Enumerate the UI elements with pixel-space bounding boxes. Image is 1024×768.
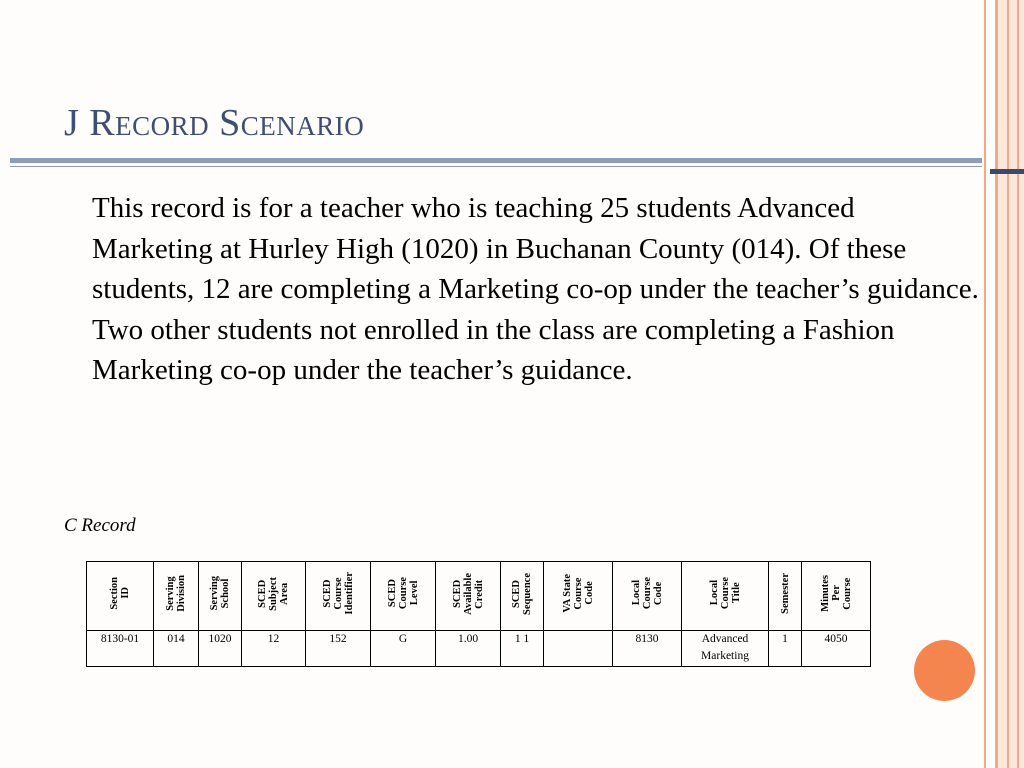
header-cell: Semester <box>769 562 802 631</box>
header-cell: SCED Course Identifier <box>306 562 371 631</box>
header-cell: Local Course Title <box>682 562 769 631</box>
table-cell: 4050 <box>802 631 871 667</box>
table-row <box>87 631 871 667</box>
table-cell <box>544 631 613 667</box>
header-cell: Minutes Per Course <box>802 562 871 631</box>
table-cell: 1 <box>769 631 802 667</box>
record-label: C Record <box>64 515 136 536</box>
table-cell: 1020 <box>199 631 242 667</box>
table-cell: 8130 <box>613 631 682 667</box>
edge-stripe <box>1007 0 1009 768</box>
header-cell: SCED Course Level <box>371 562 436 631</box>
scenario-text: This record is for a teacher who is teaching 25 students Advanced Marketing at Hurley High (1020) in Buchanan County (014). Of these students, 12 are completing a Marketing co-op under the teacher’s guidance. Two other students not enrolled in the class are completing a Fashion Marketing co-op under the teacher’s guidance. <box>92 192 979 386</box>
header-cell: VA State Course Code <box>544 562 613 631</box>
table-cell: 8130-01 <box>87 631 154 667</box>
slide-title: J Record Scenario <box>64 102 365 144</box>
header-cell: SCED Available Credit <box>436 562 501 631</box>
table-cell: 12 <box>242 631 306 667</box>
header-cell: Section ID <box>87 562 154 631</box>
c-record-table <box>86 561 871 667</box>
accent-circle <box>914 640 975 701</box>
table-header-row <box>87 562 871 631</box>
edge-stripe <box>995 0 998 768</box>
header-cell: Serving Division <box>154 562 199 631</box>
table-cell: 014 <box>154 631 199 667</box>
header-cell: Local Course Code <box>613 562 682 631</box>
title-divider-thin <box>10 166 982 167</box>
table-cell: G <box>371 631 436 667</box>
table-cell: 1 1 <box>501 631 544 667</box>
table-cell: Advanced Marketing <box>682 631 769 667</box>
right-edge-band <box>996 0 1024 768</box>
edge-stripe <box>984 0 986 768</box>
table-cell: 1.00 <box>436 631 501 667</box>
header-cell: SCED Sequence <box>501 562 544 631</box>
header-cell: Serving School <box>199 562 242 631</box>
title-divider-accent <box>990 169 1024 174</box>
title-divider <box>10 158 982 163</box>
edge-stripe <box>1017 0 1019 768</box>
header-cell: SCED Subject Area <box>242 562 306 631</box>
table-cell: 152 <box>306 631 371 667</box>
